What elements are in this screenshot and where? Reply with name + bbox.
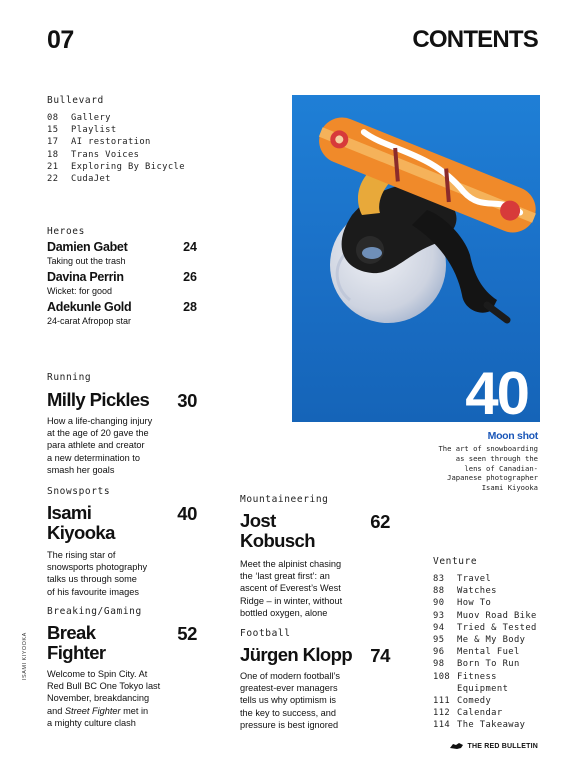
list-item[interactable]: 108 Fitness [433, 671, 497, 682]
hero-subtitle: Taking out the trash [47, 256, 126, 266]
football-feature[interactable] [240, 628, 390, 731]
list-item[interactable]: 88 Watches [433, 586, 497, 597]
list-item[interactable]: 17 AI restoration [47, 137, 151, 148]
hero-page-number: 24 [183, 240, 197, 254]
list-item[interactable]: 94 Tried & Tested [433, 622, 537, 633]
hero-name: Davina Perrin [47, 270, 124, 284]
bullevard-list [47, 112, 185, 185]
feature-page-number: 40 [177, 503, 197, 524]
list-item[interactable]: 93 Muov Road Bike [433, 610, 537, 621]
section-label-venture: Venture [433, 556, 478, 567]
list-item[interactable]: 96 Mental Fuel [433, 647, 520, 658]
cover-image[interactable] [292, 95, 540, 422]
section-label-mountaineering: Mountaineering [240, 494, 329, 505]
bull-icon [450, 742, 464, 750]
brand-name: THE RED BULLETIN [467, 742, 538, 750]
section-label-bullevard: Bullevard [47, 95, 104, 106]
hero-subtitle: 24-carat Afropop star [47, 316, 132, 326]
section-label-football: Football [240, 628, 291, 639]
feature-page-number: 74 [370, 645, 390, 666]
cover-page-number: 40 [465, 360, 528, 422]
list-item[interactable]: 114 The Takeaway [433, 720, 526, 731]
feature-description: One of modern football’s greatest-ever managers tells us why optimism is the key to success, and pressure is best ignored [240, 671, 340, 730]
venture-list [433, 573, 537, 732]
list-item[interactable]: 15 Playlist [47, 125, 117, 136]
snowsports-feature[interactable] [47, 486, 197, 598]
hero-entry[interactable] [47, 300, 197, 326]
feature-page-number: 30 [177, 390, 197, 411]
hero-entry[interactable] [47, 270, 197, 296]
caption-text: The art of snowboarding as seen through the lens of Canadian- Japanese photographer Isami Kiyooka [438, 444, 538, 493]
brand-logo [450, 742, 538, 750]
cover-caption [378, 430, 538, 493]
feature-title: Jost Kobusch [240, 510, 315, 551]
list-item[interactable]: 08 Gallery [47, 113, 111, 123]
hero-page-number: 26 [183, 270, 197, 284]
list-item[interactable]: 112 Calendar [433, 708, 503, 719]
page-title: CONTENTS [412, 26, 538, 53]
section-label-running: Running [47, 372, 92, 383]
feature-page-number: 62 [370, 511, 390, 532]
feature-title: Milly Pickles [47, 389, 150, 410]
feature-title: Jürgen Klopp [240, 644, 353, 665]
list-item[interactable]: 21 Exploring By Bicycle [47, 161, 185, 172]
list-item[interactable]: 18 Trans Voices [47, 149, 140, 160]
caption-title: Moon shot [487, 430, 538, 442]
page-number: 07 [47, 26, 74, 54]
hero-name: Damien Gabet [47, 240, 128, 254]
feature-description: Meet the alpinist chasing the ‘last great first’: an ascent of Everest’s West Ridge – in winter, without bottled oxygen, alone [240, 559, 343, 618]
section-label-snowsports: Snowsports [47, 486, 111, 497]
section-label-breaking: Breaking/Gaming [47, 606, 142, 617]
feature-description: The rising star of snowsports photography talks us through some of his favourite images [47, 550, 148, 597]
list-item[interactable]: 22 CudaJet [47, 174, 111, 185]
breaking-feature[interactable] [47, 606, 197, 729]
hero-entry[interactable] [47, 240, 197, 266]
running-feature[interactable] [47, 372, 197, 476]
list-item[interactable]: 95 Me & My Body [433, 635, 526, 646]
list-item[interactable]: 83 Travel [433, 574, 492, 584]
hero-subtitle: Wicket: for good [47, 286, 113, 296]
feature-title: Isami Kiyooka [47, 502, 115, 543]
list-item-continued[interactable]: Equipment [457, 683, 509, 694]
bullevard-section [47, 95, 185, 185]
feature-title: Break Fighter [47, 622, 106, 663]
mountaineering-feature[interactable] [240, 494, 390, 619]
list-item[interactable]: 111 Comedy [433, 696, 492, 707]
list-item[interactable]: 90 How To [433, 598, 492, 609]
feature-page-number: 52 [177, 623, 197, 644]
hero-name: Adekunle Gold [47, 300, 132, 314]
feature-description: Welcome to Spin City. At Red Bull BC One Tokyo last November, breakdancing and Street Fighter met in a mighty culture clash [47, 669, 161, 728]
hero-page-number: 28 [183, 300, 197, 314]
list-item[interactable]: 98 Born To Run [433, 659, 520, 670]
photo-credit: ISAMI KIYOOKA [22, 632, 28, 680]
section-label-heroes: Heroes [47, 226, 85, 237]
venture-section [433, 556, 537, 732]
feature-description: How a life-changing injury at the age of 20 gave the para athlete and creator a new determination to smash her goals [47, 416, 153, 475]
